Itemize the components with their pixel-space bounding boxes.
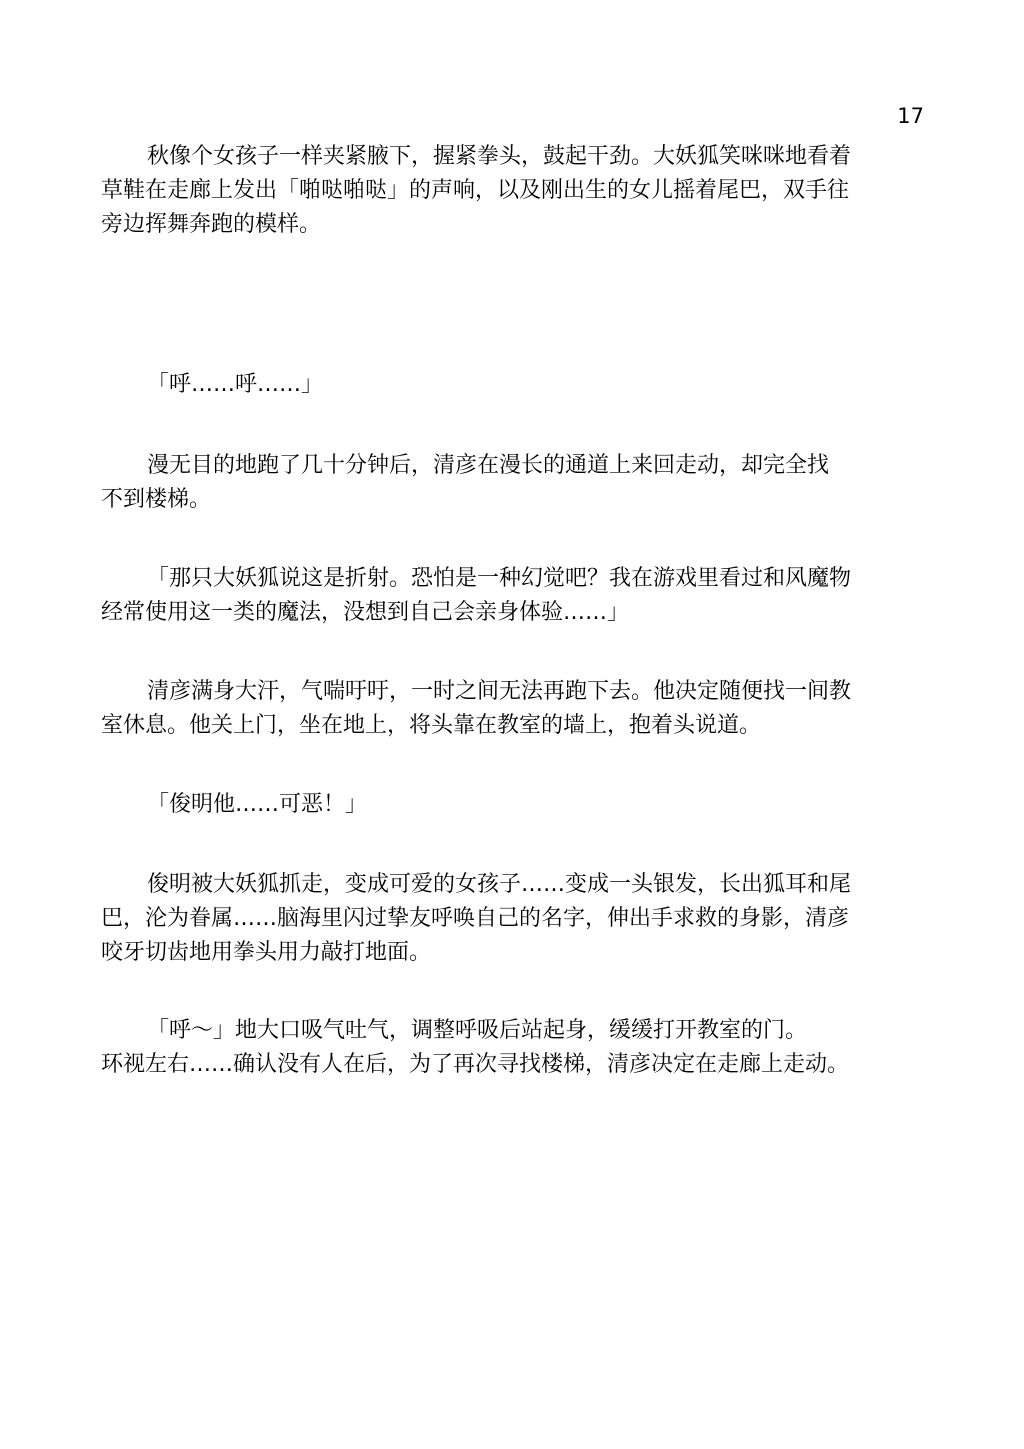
paragraph-4: 「那只大妖狐说这是折射。恐怕是一种幻觉吧？我在游戏里看过和风魔物 经常使用这一类的魔法，没想到自己会亲身体验……」: [101, 566, 852, 625]
paragraph-1: 秋像个女孩子一样夹紧腋下，握紧拳头，鼓起干劲。大妖狐笑咪咪地看着 草鞋在走廊上发出「啪哒啪哒」的声响，以及刚出生的女儿摇着尾巴，双手往 旁边挥舞奔跑的模样。: [101, 144, 852, 237]
paragraph-8: 「呼～」地大口吸气吐气，调整呼吸后站起身，缓缓打开教室的门。 环视左右……确认没有人在后，为了再次寻找楼梯，清彦决定在走廊上走动。: [101, 1018, 850, 1077]
paragraph-2: 「呼……呼……」: [147, 372, 324, 397]
paragraph-6: 「俊明他……可恶！」: [147, 792, 368, 817]
paragraph-5: 清彦满身大汗，气喘吁吁，一时之间无法再跑下去。他决定随便找一间教 室休息。他关上门，坐在地上，将头靠在教室的墙上，抱着头说道。: [101, 679, 852, 738]
paragraph-7: 俊明被大妖狐抓走，变成可爱的女孩子……变成一头银发，长出狐耳和尾 巴，沦为眷属……脑海里闪过挚友呼唤自己的名字，伸出手求救的身影，清彦 咬牙切齿地用拳头用力敲打地面。: [101, 872, 852, 965]
page-number: 17: [897, 104, 924, 128]
paragraph-3: 漫无目的地跑了几十分钟后，清彦在漫长的通道上来回走动，却完全找 不到楼梯。: [101, 453, 830, 512]
